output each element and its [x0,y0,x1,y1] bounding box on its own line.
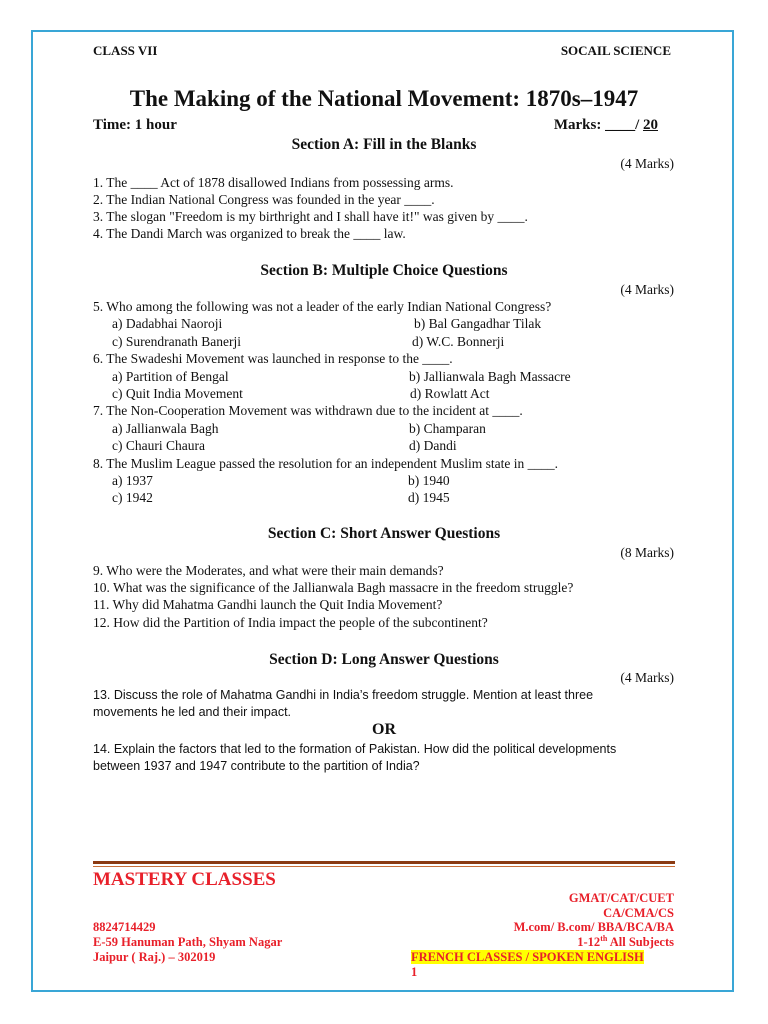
address-line-1: E-59 Hanuman Path, Shyam Nagar [93,935,283,949]
option-6a: a) Partition of Bengal [112,369,229,384]
option-7b: b) Champaran [409,421,486,436]
question-12: 12. How did the Partition of India impact the people of the subcontinent? [93,615,488,630]
courses-line-5 [411,950,644,965]
question-4: 4. The Dandi March was organized to break the ____ law. [93,226,406,241]
french-english-highlight: FRENCH CLASSES / SPOKEN ENGLISH [411,950,644,964]
courses-grade-rest: All Subjects [607,935,674,950]
subject-label: SOCAIL SCIENCE [560,43,671,58]
question-14-line-2: between 1937 and 1947 contribute to the partition of India? [93,759,420,773]
page-number: 1 [411,965,418,979]
question-9: 9. Who were the Moderates, and what were their main demands? [93,563,444,578]
question-11: 11. Why did Mahatma Gandhi launch the Quit India Movement? [93,597,443,612]
or-separator: OR [372,721,396,738]
courses-line-1: GMAT/CAT/CUET [568,891,674,905]
question-6: 6. The Swadeshi Movement was launched in response to the ____. [93,351,453,366]
option-8b: b) 1940 [408,473,450,488]
footer-rule-thin [93,866,675,867]
option-7d: d) Dandi [409,438,457,453]
courses-line-2: CA/CMA/CS [603,906,674,920]
option-5a: a) Dadabhai Naoroji [112,316,223,331]
courses-line-4 [577,934,674,950]
section-b-heading: Section B: Multiple Choice Questions [260,262,508,279]
question-3: 3. The slogan "Freedom is my birthright and I shall have it!" was given by ____. [93,209,528,224]
section-a-heading: Section A: Fill in the Blanks [291,136,477,153]
section-d-heading: Section D: Long Answer Questions [269,651,499,668]
section-b-marks: (4 Marks) [620,282,674,297]
section-a-marks: (4 Marks) [620,156,674,171]
option-7a: a) Jallianwala Bagh [112,421,219,436]
marks-total: 20 [643,117,658,133]
option-5b: b) Bal Gangadhar Tilak [414,316,542,331]
brand-name: MASTERY CLASSES [93,869,276,890]
section-d-marks: (4 Marks) [620,670,674,685]
option-8c: c) 1942 [112,490,153,505]
option-8d: d) 1945 [408,490,450,505]
question-13-line-1: 13. Discuss the role of Mahatma Gandhi in India’s freedom struggle. Mention at least three [93,688,594,702]
option-6b: b) Jallianwala Bagh Massacre [409,369,571,384]
question-5: 5. Who among the following was not a leader of the early Indian National Congress? [93,299,552,314]
question-14-line-1: 14. Explain the factors that led to the formation of Pakistan. How did the political developments [93,742,617,756]
question-2: 2. The Indian National Congress was founded in the year ____. [93,192,435,207]
question-7: 7. The Non-Cooperation Movement was withdrawn due to the incident at ____. [93,403,523,418]
question-1: 1. The ____ Act of 1878 disallowed Indians from possessing arms. [93,175,454,190]
question-13-line-2: movements he led and their impact. [93,705,292,719]
option-5c: c) Surendranath Banerji [112,334,241,349]
courses-grade-suffix: th [600,934,608,943]
option-7c: c) Chauri Chaura [112,438,205,453]
question-10: 10. What was the significance of the Jallianwala Bagh massacre in the freedom struggle? [93,580,574,595]
courses-grade-range: 1-12 [577,935,601,950]
marks-prefix: Marks: ____/ [553,117,640,133]
page-title: The Making of the National Movement: 1870s–1947 [129,86,639,111]
marks-label [554,117,658,134]
address-line-2: Jaipur ( Raj.) – 302019 [93,950,216,964]
option-8a: a) 1937 [112,473,153,488]
class-label: CLASS VII [93,43,158,58]
courses-line-3: M.com/ B.com/ BBA/BCA/BA [513,920,674,934]
section-c-marks: (8 Marks) [620,545,674,560]
option-6c: c) Quit India Movement [112,386,243,401]
option-6d: d) Rowlatt Act [410,386,490,401]
footer-rule [93,861,675,864]
phone-number: 8824714429 [93,920,156,934]
question-8: 8. The Muslim League passed the resolution for an independent Muslim state in ____. [93,456,559,471]
option-5d: d) W.C. Bonnerji [412,334,505,349]
time-label: Time: 1 hour [93,117,177,133]
section-c-heading: Section C: Short Answer Questions [267,525,501,542]
